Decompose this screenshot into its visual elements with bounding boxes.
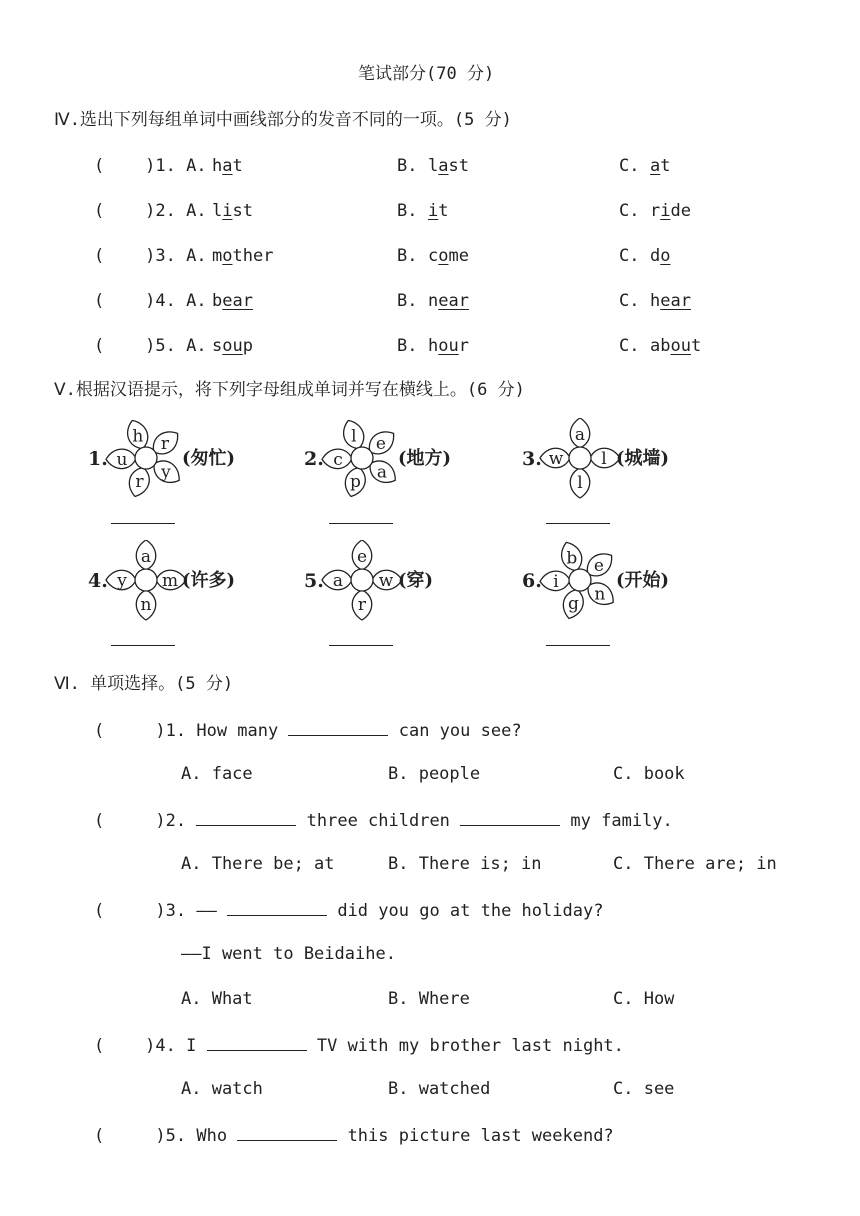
flower-puzzle-3: [518, 418, 718, 508]
question-3-option-a: A. What: [181, 989, 253, 1009]
petal-letter: y: [161, 462, 171, 483]
petal-letter: l: [601, 449, 607, 469]
petal-letter: e: [356, 547, 368, 567]
question-4-option-a: A. watch: [181, 1079, 263, 1099]
flower-center: [135, 447, 157, 469]
question-2-option-b: B. There is; in: [388, 854, 542, 874]
option-c-word: at: [650, 156, 671, 176]
flower-puzzle-6: [518, 540, 718, 630]
question-4-stem: ( )4. I TV with my brother last night.: [94, 1036, 624, 1056]
petal-letter: c: [333, 449, 343, 470]
option-a-word: bear: [212, 291, 253, 311]
item-number: ( )4. A.: [94, 291, 207, 311]
flower-graphic: [84, 540, 284, 630]
item-number: ( )1. A.: [94, 156, 207, 176]
petal-letter: n: [140, 595, 152, 615]
flower-puzzle-5: [300, 540, 500, 630]
petal-letter: a: [376, 462, 387, 483]
question-1-option-b: B. people: [388, 764, 481, 784]
petal-letter: w: [378, 571, 394, 591]
option-c-label: C.: [619, 246, 640, 266]
flower-puzzle-2: [300, 418, 500, 508]
option-a-word: mother: [212, 246, 274, 266]
chinese-hint: (城墙): [616, 448, 670, 469]
question-1-option-a: A. face: [181, 764, 253, 784]
option-c-label: C.: [619, 156, 640, 176]
option-c-label: C.: [619, 201, 640, 221]
flower-graphic: [300, 540, 500, 630]
flower-puzzle-4: [84, 540, 284, 630]
petal-letter: l: [577, 473, 583, 493]
petal-letter: a: [332, 571, 344, 591]
answer-line-5[interactable]: [329, 645, 393, 646]
petal-letter: r: [160, 434, 169, 455]
option-b-word: it: [428, 201, 449, 221]
petal-letter: r: [357, 595, 367, 615]
question-1-stem: ( )1. How many can you see?: [94, 721, 522, 741]
flower-center: [569, 569, 591, 591]
option-a-word: list: [212, 201, 253, 221]
answer-line-2[interactable]: [329, 523, 393, 524]
item-number: ( )3. A.: [94, 246, 207, 266]
petal-letter: e: [375, 434, 386, 455]
flower-number: 2.: [304, 448, 324, 470]
question-5-stem: ( )5. Who this picture last weekend?: [94, 1126, 614, 1146]
answer-line-3[interactable]: [546, 523, 610, 524]
petal-letter: a: [140, 547, 152, 567]
chinese-hint: (地方): [398, 448, 452, 469]
flower-center: [135, 569, 157, 591]
question-3-reply: ——I went to Beidaihe.: [181, 944, 396, 964]
question-1-option-c: C. book: [613, 764, 685, 784]
blank[interactable]: [237, 1126, 337, 1141]
petal-letter: y: [117, 571, 127, 591]
question-2-stem: ( )2. three children my family.: [94, 811, 673, 831]
option-b-label: B.: [397, 246, 418, 266]
question-4-option-c: C. see: [613, 1079, 675, 1099]
question-3-stem: ( )3. —— did you go at the holiday?: [94, 901, 604, 921]
chinese-hint: (匆忙): [182, 448, 236, 469]
petal-letter: u: [116, 449, 128, 470]
blank[interactable]: [227, 901, 327, 916]
answer-line-6[interactable]: [546, 645, 610, 646]
option-c-word: about: [650, 336, 702, 356]
question-4-option-b: B. watched: [388, 1079, 491, 1099]
flower-number: 4.: [88, 570, 108, 592]
flower-graphic: [84, 418, 284, 508]
petal-letter: a: [574, 425, 586, 445]
question-2-option-a: A. There be; at: [181, 854, 335, 874]
blank[interactable]: [196, 811, 296, 826]
petal-letter: h: [132, 426, 144, 447]
option-b-word: come: [428, 246, 469, 266]
flower-number: 3.: [522, 448, 542, 470]
option-c-label: C.: [619, 291, 640, 311]
petal-letter: l: [351, 426, 357, 447]
option-c-label: C.: [619, 336, 640, 356]
petal-letter: i: [553, 571, 559, 592]
flower-center: [569, 447, 591, 469]
option-c-word: do: [650, 246, 671, 266]
blank[interactable]: [288, 721, 388, 736]
petal-letter: g: [567, 594, 579, 615]
option-b-label: B.: [397, 336, 418, 356]
petal-letter: n: [594, 584, 606, 605]
section-4-heading: Ⅳ.选出下列每组单词中画线部分的发音不同的一项。(5 分): [54, 110, 512, 130]
flower-graphic: [518, 540, 718, 630]
option-b-label: B.: [397, 156, 418, 176]
section-5-heading: Ⅴ.根据汉语提示，将下列字母组成单词并写在横线上。(6 分): [54, 380, 525, 400]
item-number: ( )5. A.: [94, 336, 207, 356]
petal-letter: p: [349, 472, 361, 493]
question-2-option-c: C. There are; in: [613, 854, 777, 874]
flower-center: [351, 447, 373, 469]
option-b-word: near: [428, 291, 469, 311]
flower-number: 5.: [304, 570, 324, 592]
petal-letter: r: [135, 472, 144, 493]
answer-line-4[interactable]: [111, 645, 175, 646]
question-3-option-c: C. How: [613, 989, 675, 1009]
option-b-label: B.: [397, 291, 418, 311]
flower-number: 6.: [522, 570, 542, 592]
petal-letter: m: [161, 571, 179, 591]
section-6-heading: Ⅵ. 单项选择。(5 分): [54, 674, 234, 694]
answer-line-1[interactable]: [111, 523, 175, 524]
chinese-hint: (许多): [182, 570, 236, 591]
chinese-hint: (穿): [398, 570, 434, 591]
option-c-word: ride: [650, 201, 691, 221]
flower-graphic: [518, 418, 718, 508]
question-3-option-b: B. Where: [388, 989, 470, 1009]
flower-center: [351, 569, 373, 591]
option-a-word: soup: [212, 336, 253, 356]
option-a-word: hat: [212, 156, 243, 176]
petal-letter: e: [593, 556, 604, 577]
page-title: 笔试部分(70 分): [358, 64, 495, 84]
option-b-word: hour: [428, 336, 469, 356]
petal-letter: w: [548, 449, 564, 469]
flower-graphic: [300, 418, 500, 508]
option-b-word: last: [428, 156, 469, 176]
option-c-word: hear: [650, 291, 691, 311]
blank[interactable]: [460, 811, 560, 826]
item-number: ( )2. A.: [94, 201, 207, 221]
option-b-label: B.: [397, 201, 418, 221]
petal-letter: b: [566, 548, 578, 569]
blank[interactable]: [207, 1036, 307, 1051]
chinese-hint: (开始): [616, 570, 670, 591]
flower-number: 1.: [88, 448, 108, 470]
flower-puzzle-1: [84, 418, 284, 508]
